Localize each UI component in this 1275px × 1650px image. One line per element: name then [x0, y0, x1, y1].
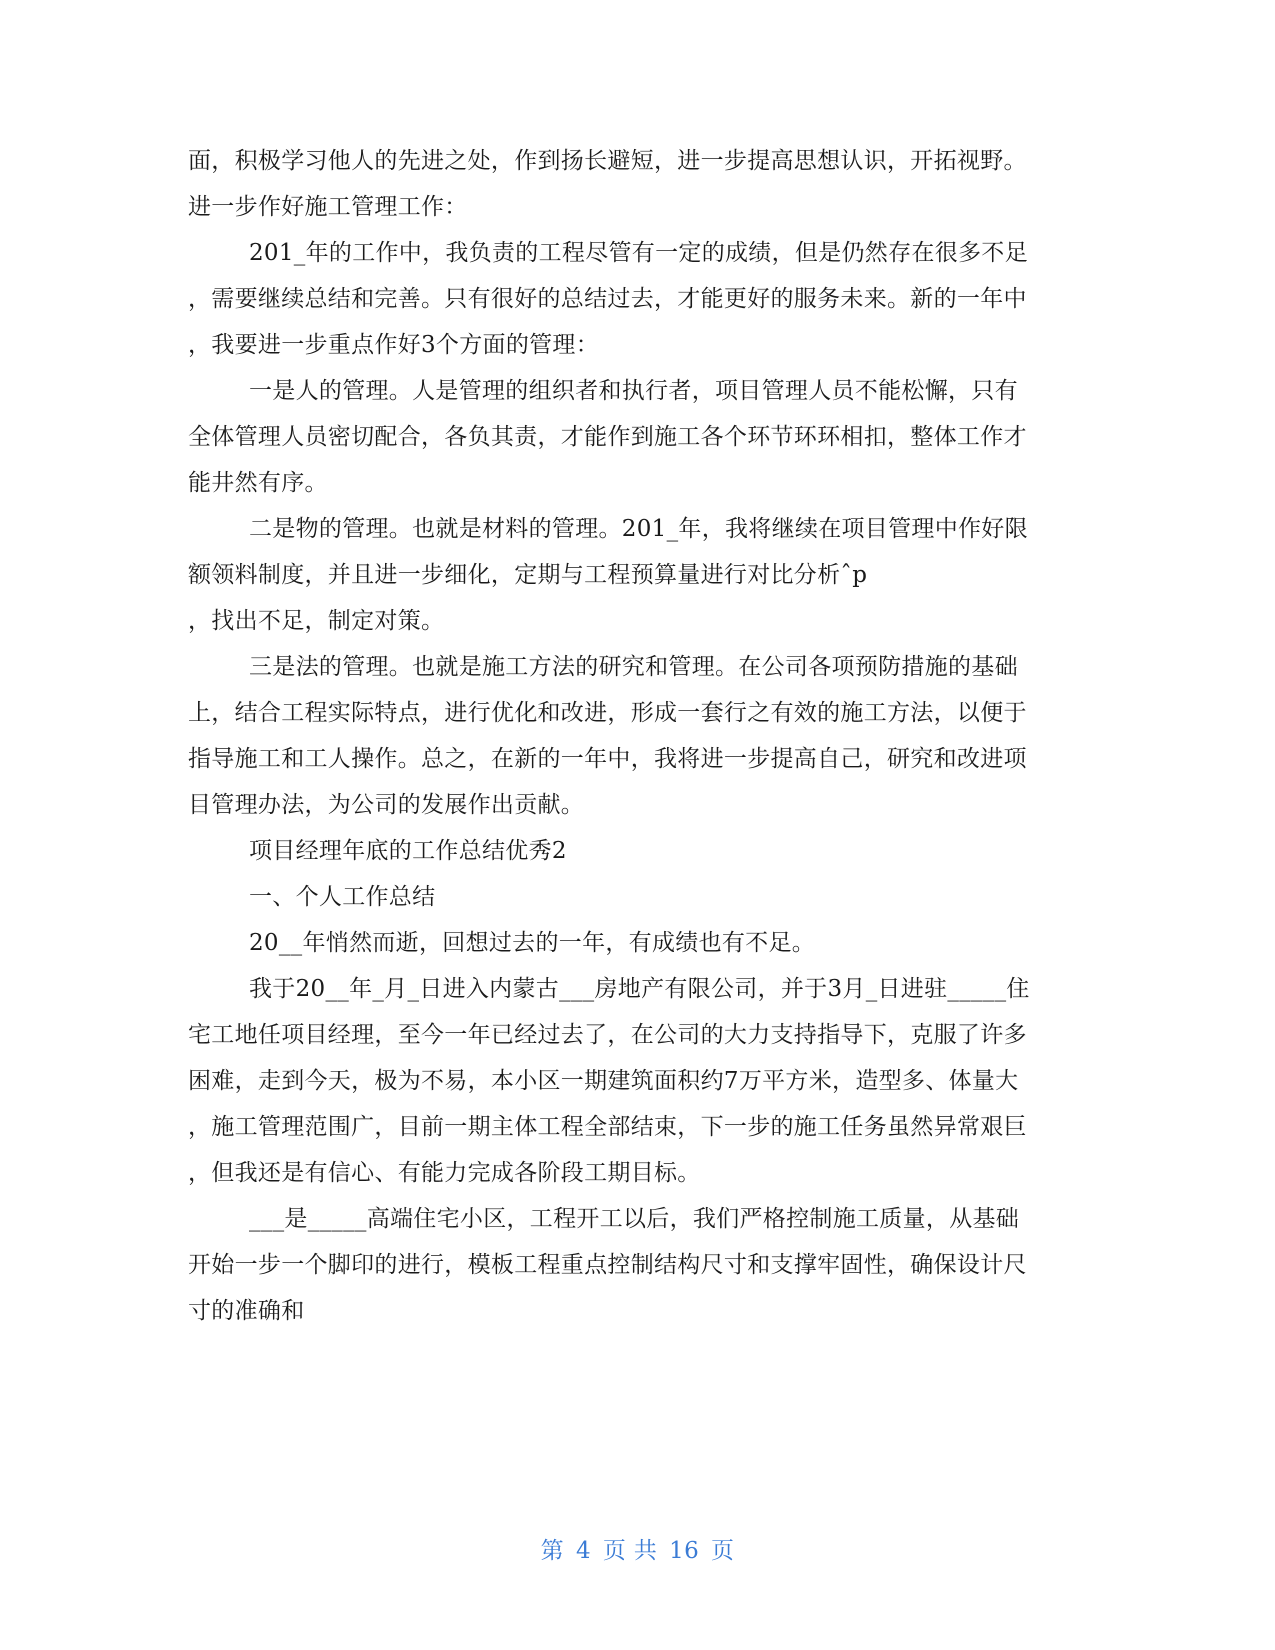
- current-page-number: 4: [575, 1538, 591, 1564]
- paragraph-first-line: 我于20__年_月_日进入内蒙古___房地产有限公司，并于3月_日进驻_____住: [249, 976, 1030, 1002]
- body-text-line: 能井然有序。: [188, 470, 328, 496]
- footer-prefix: 第: [540, 1538, 564, 1564]
- paragraph-first-line: ___是_____高端住宅小区，工程开工以后，我们严格控制施工质量，从基础: [249, 1206, 1020, 1232]
- body-text-line: ，施工管理范围广，目前一期主体工程全部结束，下一步的施工任务虽然异常艰巨: [188, 1114, 1027, 1140]
- body-text-line: 指导施工和工人操作。总之，在新的一年中，我将进一步提高自己，研究和改进项: [188, 746, 1027, 772]
- body-text-line: 宅工地任项目经理，至今一年已经过去了，在公司的大力支持指导下，克服了许多: [188, 1022, 1027, 1048]
- section-subtitle: 一、个人工作总结: [249, 884, 436, 910]
- body-text-line: 困难，走到今天，极为不易，本小区一期建筑面积约7万平方米，造型多、体量大: [188, 1068, 1019, 1094]
- page-footer: [0, 1536, 1275, 1566]
- paragraph-first-line: 201_年的工作中，我负责的工程尽管有一定的成绩，但是仍然存在很多不足: [249, 240, 1028, 266]
- body-text-line: 开始一步一个脚印的进行，模板工程重点控制结构尺寸和支撑牢固性，确保设计尺: [188, 1252, 1027, 1278]
- body-text-line: ，我要进一步重点作好3个方面的管理：: [188, 332, 600, 358]
- section-title: 项目经理年底的工作总结优秀2: [249, 838, 567, 864]
- body-text-line: ，但我还是有信心、有能力完成各阶段工期目标。: [188, 1160, 701, 1186]
- footer-mid: 页 共: [602, 1538, 658, 1564]
- body-text-line: 额领料制度，并且进一步细化，定期与工程预算量进行对比分析ˆp: [188, 562, 868, 588]
- total-pages-number: 16: [669, 1538, 700, 1564]
- paragraph-first-line: 20__年悄然而逝，回想过去的一年，有成绩也有不足。: [249, 930, 816, 956]
- body-text-line: 目管理办法，为公司的发展作出贡献。: [188, 792, 585, 818]
- paragraph-first-line: 二是物的管理。也就是材料的管理。201_年，我将继续在项目管理中作好限: [249, 516, 1028, 542]
- body-text-line: 进一步作好施工管理工作：: [188, 194, 468, 220]
- footer-suffix: 页: [711, 1538, 735, 1564]
- body-text-line: ，找出不足，制定对策。: [188, 608, 445, 634]
- body-text-line: 面，积极学习他人的先进之处，作到扬长避短，进一步提高思想认识，开拓视野。: [188, 148, 1027, 174]
- paragraph-first-line: 三是法的管理。也就是施工方法的研究和管理。在公司各项预防措施的基础: [249, 654, 1018, 680]
- body-text-line: 寸的准确和: [188, 1298, 305, 1324]
- body-text-line: 上，结合工程实际特点，进行优化和改进，形成一套行之有效的施工方法，以便于: [188, 700, 1027, 726]
- paragraph-first-line: 一是人的管理。人是管理的组织者和执行者，项目管理人员不能松懈，只有: [249, 378, 1018, 404]
- body-text-line: ，需要继续总结和完善。只有很好的总结过去，才能更好的服务未来。新的一年中: [188, 286, 1027, 312]
- body-text-line: 全体管理人员密切配合，各负其责，才能作到施工各个环节环环相扣，整体工作才: [188, 424, 1027, 450]
